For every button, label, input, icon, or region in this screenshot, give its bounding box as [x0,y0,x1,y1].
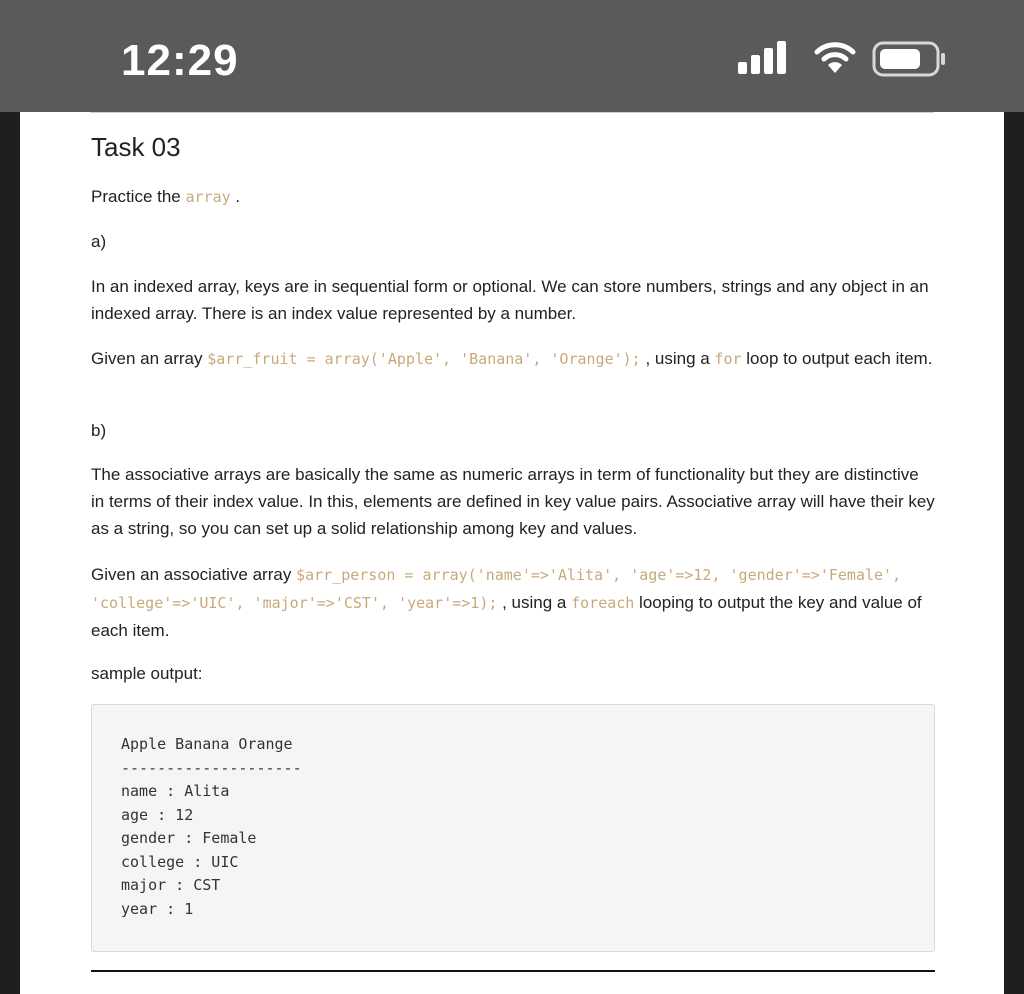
top-divider [90,112,934,113]
part-a-description: In an indexed array, keys are in sequential form or optional. We can store numbers, strings and any object in an indexed array. There is an index value represented by a number. [91,277,929,323]
document-page [20,112,1004,994]
status-bar [0,0,1024,112]
signal-icon [738,40,790,76]
sample-output-block [91,704,935,952]
inline-code-for: for [714,350,742,368]
inline-code-foreach: foreach [571,594,635,612]
part-a-label: a) [91,232,107,251]
inline-code-arr-person: $arr_person = array('name'=>'Alita', 'age'=>12, 'gender'=>'Female', 'college'=>'UIC', 'major'=>'CST', 'year'=>1); [91,566,902,612]
intro-paragraph: Practice the array . [91,187,241,206]
status-icons [738,40,948,80]
sample-output-text: Apple Banana Orange -------------------- name : Alita age : 12 gender : Female college : UIC major : CST year : 1 [121,735,302,918]
sample-output-label: sample output: [91,664,203,683]
inline-code-array: array [185,188,231,206]
status-time: 12:29 [121,36,239,85]
inline-code-arr-fruit: $arr_fruit = array('Apple', 'Banana', 'Orange'); [207,350,641,368]
part-a-instruction: Given an array $arr_fruit = array('Apple', 'Banana', 'Orange'); , using a for loop to output each item. [91,349,933,368]
battery-icon [872,40,948,78]
part-b-description: The associative arrays are basically the same as numeric arrays in term of functionality but they are distinctive in terms of their index value. In this, elements are defined in key value pairs. Associative array will have their key as a string, so you can set up a solid relationship among key and values. [91,465,935,538]
part-b-label: b) [91,421,107,440]
bottom-divider [91,970,935,972]
task-title: Task 03 [91,132,181,162]
wifi-icon [814,40,856,76]
part-b-instruction: Given an associative array $arr_person = array('name'=>'Alita', 'age'=>12, 'gender'=>'Female', 'college'=>'UIC', 'major'=>'CST', 'year'=>1); , using a foreach looping to output the key and value of each item. [91,565,922,640]
